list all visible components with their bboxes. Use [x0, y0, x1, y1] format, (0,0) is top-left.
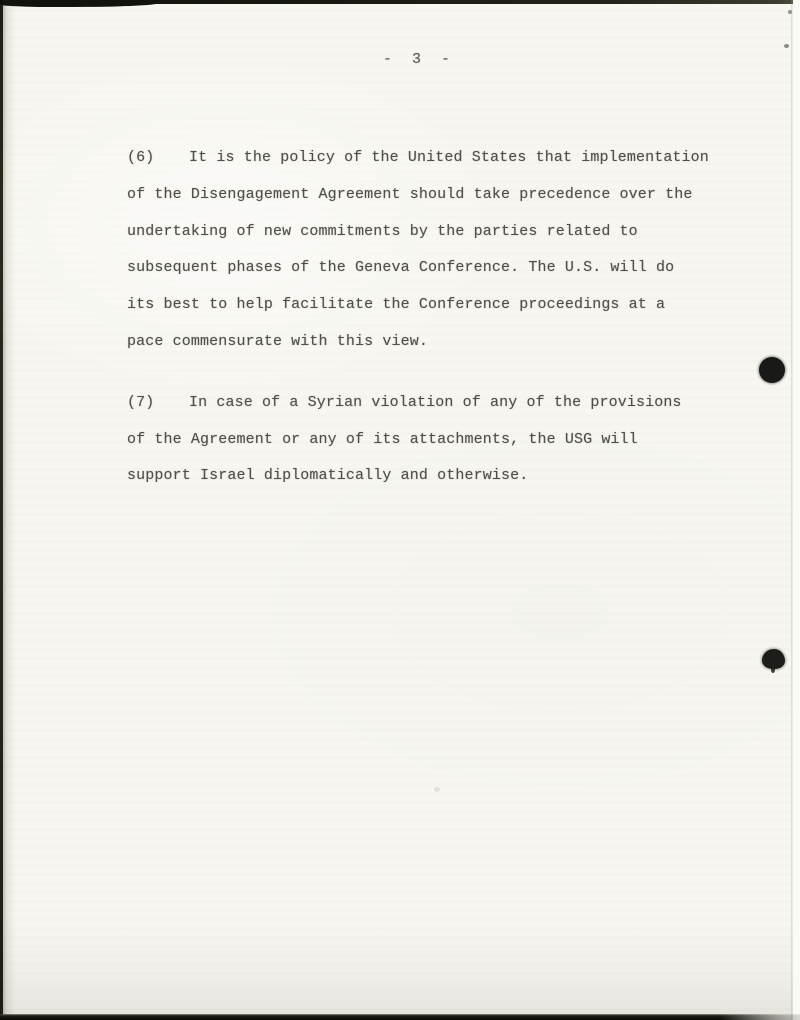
text-line: undertaking of new commitments by the parties related to	[127, 222, 638, 240]
text-line: of the Agreement or any of its attachments, the USG will	[127, 430, 638, 448]
scan-edge-left	[0, 0, 3, 1020]
text-line	[127, 140, 775, 177]
page-right-edge	[791, 0, 793, 1020]
text-line: pace commensurate with this view.	[127, 332, 429, 350]
page-number: - 3 -	[383, 51, 456, 68]
ink-speck	[434, 787, 440, 792]
scan-edge-top-left-blob	[0, 0, 158, 7]
text-line: of the Disengagement Agreement should take precedence over the	[127, 185, 693, 203]
text-line	[127, 385, 775, 422]
text-line: subsequent phases of the Geneva Conference. The U.S. will do	[127, 259, 675, 277]
page-right-margin	[793, 0, 800, 1020]
scan-edge-bottom	[0, 1014, 800, 1020]
paragraph-number: (6)	[127, 149, 155, 166]
ink-speck	[784, 44, 789, 48]
document-body	[127, 140, 775, 495]
text-line: support Israel diplomatically and otherwise.	[127, 467, 529, 485]
paragraph-text: It is the policy of the United States that implementation	[189, 149, 709, 166]
hole-punch-mark-upper	[759, 357, 785, 383]
ink-speck	[788, 10, 792, 14]
hole-punch-mark-lower	[762, 649, 785, 669]
paragraph-text: In case of a Syrian violation of any of the provisions	[189, 393, 682, 411]
paragraph-number: (7)	[127, 393, 155, 411]
text-line: its best to help facilitate the Conference proceedings at a	[127, 296, 666, 314]
paragraph-7	[127, 385, 775, 495]
paragraph-6	[127, 140, 775, 361]
